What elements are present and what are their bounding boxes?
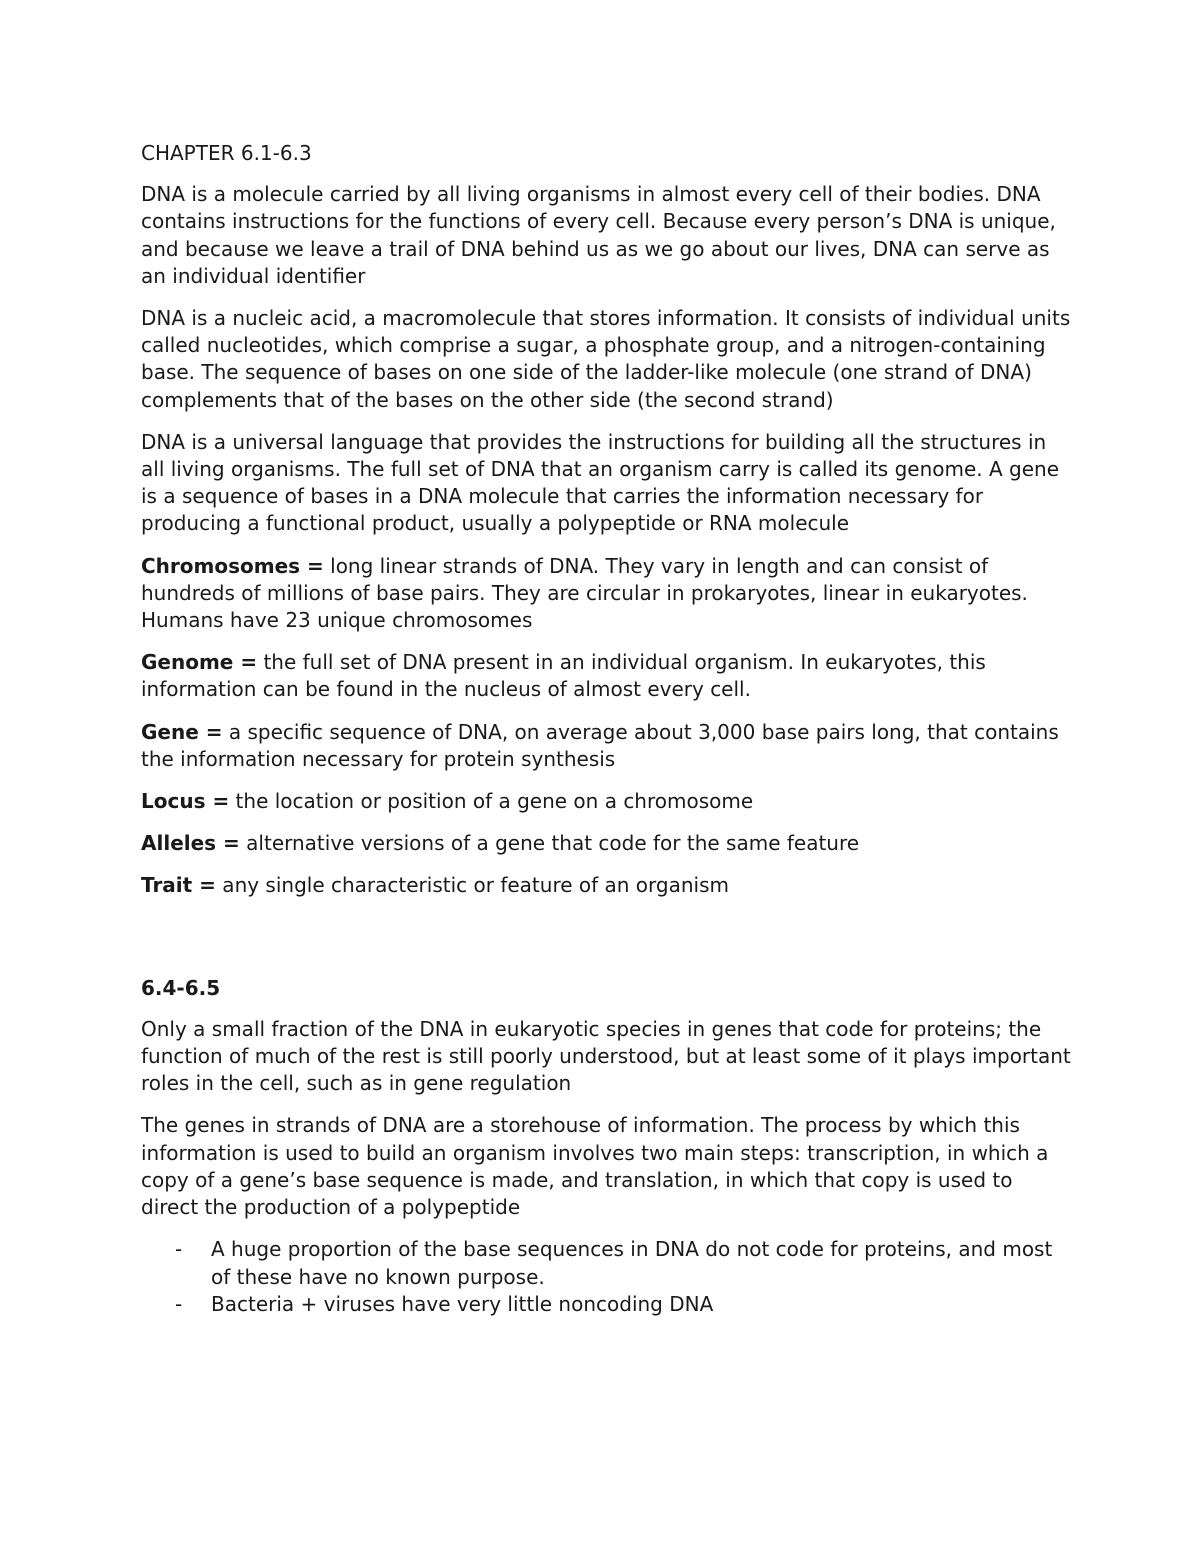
definition-term: Genome = <box>141 650 258 675</box>
paragraph: DNA is a molecule carried by all living organisms in almost every cell of their bodies. DNA contains instructions for the functions of every cell. Because every person’s DNA is unique, and because we leave a trail of DNA behind us as we go about our lives, DNA can serve as an individual identifier <box>141 182 1056 288</box>
definition-term: Locus = <box>141 789 230 814</box>
paragraph: DNA is a nucleic acid, a macromolecule that stores information. It consists of individual units called nucleotides, which comprise a sugar, a phosphate group, and a nitrogen-containing base. The sequence of bases on one side of the ladder-like molecule (one strand of DNA) complements that of the bases on the other side (the second strand) <box>141 306 1071 412</box>
list-item-text: Bacteria + viruses have very little noncoding DNA <box>211 1291 714 1316</box>
definition-alleles <box>141 830 1071 857</box>
document-page <box>141 140 1071 1318</box>
bullet-list <box>141 1236 1071 1318</box>
definition-term: Gene = <box>141 719 223 744</box>
definition-trait <box>141 872 1071 899</box>
definition-text: the full set of DNA present in an individual organism. In eukaryotes, this information can be found in the nucleus of almost every cell. <box>141 650 986 702</box>
dash-bullet: - <box>175 1291 183 1316</box>
definition-text: a specific sequence of DNA, on average about 3,000 base pairs long, that contains the information necessary for protein synthesis <box>141 719 1059 771</box>
list-item <box>141 1236 1071 1290</box>
definition-text: the location or position of a gene on a chromosome <box>229 789 754 814</box>
list-item <box>141 1291 1071 1318</box>
definition-gene <box>141 719 1071 773</box>
definition-text: any single characteristic or feature of an organism <box>215 873 729 898</box>
paragraph: DNA is a universal language that provides the instructions for building all the structures in all living organisms. The full set of DNA that an organism carry is called its genome. A gene is a sequence of bases in a DNA molecule that carries the information necessary for producing a functional product, usually a polypeptide or RNA molecule <box>141 429 1060 536</box>
section-spacer <box>141 915 1071 959</box>
definition-chromosomes <box>141 553 1071 635</box>
chapter-heading: CHAPTER 6.1-6.3 <box>141 141 312 165</box>
section-heading: 6.4-6.5 <box>141 975 221 1000</box>
definition-term: Chromosomes = <box>141 553 324 578</box>
definition-locus <box>141 788 1071 815</box>
paragraph: The genes in strands of DNA are a storehouse of information. The process by which this information is used to build an organism involves two main steps: transcription, in which a copy of a gene’s base sequence is made, and translation, in which that copy is used to direct the production of a polypeptide <box>141 1113 1049 1220</box>
definition-term: Alleles = <box>141 831 240 856</box>
paragraph: Only a small fraction of the DNA in eukaryotic species in genes that code for proteins; the function of much of the rest is still poorly understood, but at least some of it plays important roles in the cell, such as in gene regulation <box>141 1016 1071 1096</box>
dash-bullet: - <box>175 1237 183 1262</box>
definition-text: alternative versions of a gene that code for the same feature <box>239 831 860 856</box>
definition-text: long linear strands of DNA. They vary in length and can consist of hundreds of millions of base pairs. They are circular in prokaryotes, linear in eukaryotes. Humans have 23 unique chromosomes <box>141 553 1028 633</box>
definition-genome <box>141 649 1071 703</box>
definition-term: Trait = <box>141 873 216 898</box>
list-item-text: A huge proportion of the base sequences in DNA do not code for proteins, and most of these have no known purpose. <box>211 1237 1053 1289</box>
